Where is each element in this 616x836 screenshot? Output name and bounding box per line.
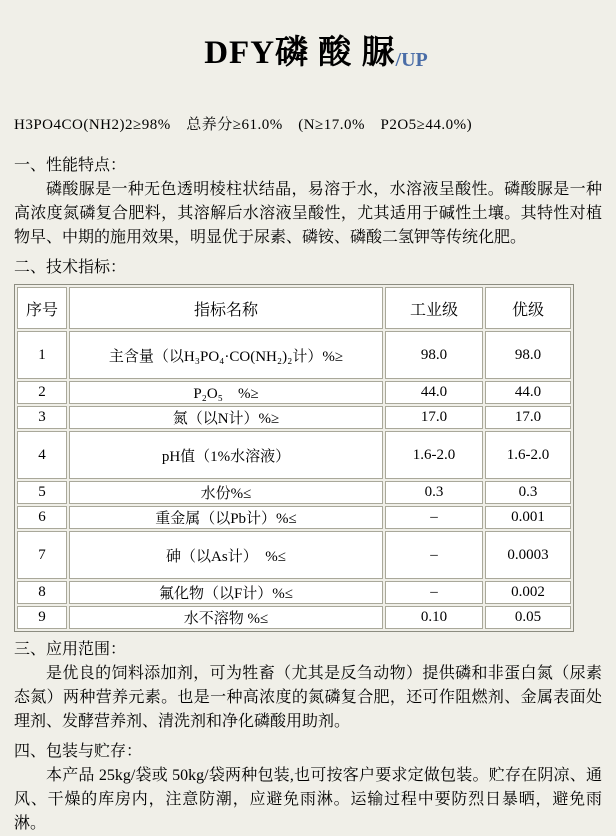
page-title <box>14 8 602 91</box>
table-row <box>17 481 571 504</box>
table-row <box>17 581 571 604</box>
cell-premium: 98.0 <box>485 331 571 379</box>
spec-table <box>14 284 574 632</box>
cell-industrial: – <box>385 581 483 604</box>
cell-name: 重金属（以Pb计）%≤ <box>69 506 383 529</box>
cell-name: 氟化物（以F计）%≤ <box>69 581 383 604</box>
cell-industrial: – <box>385 506 483 529</box>
table-row <box>17 331 571 379</box>
section-heading-performance: 一、性能特点： <box>14 157 127 174</box>
section-heading-application: 三、应用范围： <box>14 641 127 658</box>
table-row <box>17 606 571 629</box>
section-heading-packaging: 四、包装与贮存： <box>14 743 143 760</box>
cell-index: 2 <box>17 381 67 404</box>
page-title-text: DFY磷 酸 脲 <box>204 35 396 71</box>
cell-industrial: 44.0 <box>385 381 483 404</box>
section-heading-technical: 二、技术指标： <box>14 259 127 276</box>
cell-index: 9 <box>17 606 67 629</box>
cell-industrial: – <box>385 531 483 579</box>
table-header-name: 指标名称 <box>69 287 383 329</box>
page-title-suffix: /UP <box>395 49 428 71</box>
cell-industrial: 17.0 <box>385 406 483 429</box>
cell-industrial: 1.6-2.0 <box>385 431 483 479</box>
table-row <box>17 531 571 579</box>
cell-name: P₂O₅ %≥ <box>69 381 383 404</box>
cell-premium: 0.002 <box>485 581 571 604</box>
cell-index: 8 <box>17 581 67 604</box>
cell-premium: 0.3 <box>485 481 571 504</box>
cell-index: 1 <box>17 331 67 379</box>
cell-premium: 0.0003 <box>485 531 571 579</box>
cell-index: 5 <box>17 481 67 504</box>
table-row <box>17 381 571 404</box>
cell-industrial: 0.10 <box>385 606 483 629</box>
section-body-application: 是优良的饲料添加剂，可为牲畜（尤其是反刍动物）提供磷和非蛋白氮（尿素态氮）两种营养元素。也是一种高浓度的氮磷复合肥，还可作阻燃剂、金属表面处理剂、发酵营养剂、清洗剂和净化磷酸用助剂。 <box>14 665 602 730</box>
cell-name: 主含量（以H₃PO₄·CO(NH₂)₂计）%≥ <box>69 331 383 379</box>
cell-name: 氮（以N计）%≥ <box>69 406 383 429</box>
table-header-premium: 优级 <box>485 287 571 329</box>
cell-industrial: 0.3 <box>385 481 483 504</box>
cell-premium: 1.6-2.0 <box>485 431 571 479</box>
cell-industrial: 98.0 <box>385 331 483 379</box>
cell-premium: 0.001 <box>485 506 571 529</box>
formula-line: H3PO4CO(NH2)2≥98% 总养分≥61.0% (N≥17.0% P2O5≥44.0%) <box>14 117 473 133</box>
table-row <box>17 406 571 429</box>
cell-premium: 0.05 <box>485 606 571 629</box>
cell-index: 7 <box>17 531 67 579</box>
cell-index: 4 <box>17 431 67 479</box>
cell-name: 水不溶物 %≤ <box>69 606 383 629</box>
table-row <box>17 506 571 529</box>
table-row <box>17 431 571 479</box>
cell-premium: 17.0 <box>485 406 571 429</box>
cell-name: 水份%≤ <box>69 481 383 504</box>
cell-name: pH值（1%水溶液） <box>69 431 383 479</box>
cell-index: 3 <box>17 406 67 429</box>
section-body-packaging: 本产品 25kg/袋或 50kg/袋两种包装,也可按客户要求定做包装。贮存在阴凉、通风、干燥的库房内，注意防潮，应避免雨淋。运输过程中要防烈日暴晒，避免雨淋。 <box>14 767 602 832</box>
table-header-industrial: 工业级 <box>385 287 483 329</box>
cell-name: 砷（以As计） %≤ <box>69 531 383 579</box>
section-body-performance: 磷酸脲是一种无色透明棱柱状结晶，易溶于水，水溶液呈酸性。磷酸脲是一种高浓度氮磷复合肥料，其溶解后水溶液呈酸性，尤其适用于碱性土壤。其特性对植物早、中期的施用效果，明显优于尿素、磷铵、磷酸二氢钾等传统化肥。 <box>14 181 602 246</box>
cell-premium: 44.0 <box>485 381 571 404</box>
table-header-row <box>17 287 571 329</box>
table-header-index: 序号 <box>17 287 67 329</box>
cell-index: 6 <box>17 506 67 529</box>
